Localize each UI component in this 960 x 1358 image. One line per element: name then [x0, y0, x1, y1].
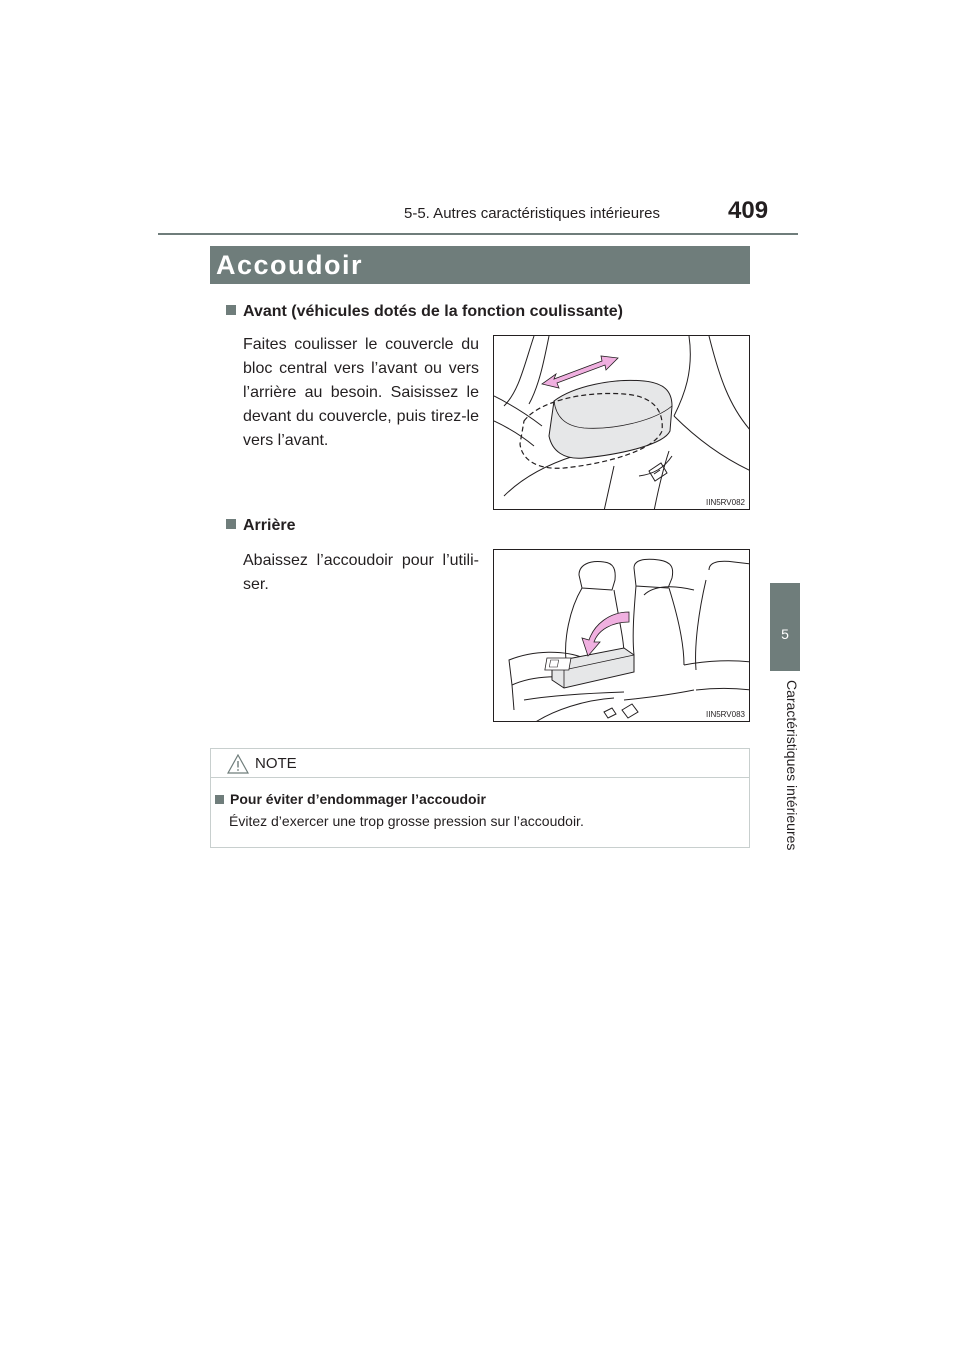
header-section-title: 5-5. Autres caractéristiques intérieures: [404, 205, 660, 222]
note-item-text: Évitez d’exercer une trop grosse pression sur l’accoudoir.: [229, 813, 584, 829]
section-heading-rear-text: Arrière: [243, 517, 296, 534]
square-bullet-icon: [215, 795, 224, 804]
warning-triangle-icon: [227, 754, 249, 774]
note-item-heading-text: Pour éviter d’endommager l’accoudoir: [230, 791, 486, 807]
figure-front-armrest: [493, 335, 750, 510]
square-bullet-icon: [226, 305, 236, 315]
note-header: [211, 749, 749, 778]
figure-rear-armrest: [493, 549, 750, 722]
square-bullet-icon: [226, 519, 236, 529]
front-armrest-illustration: [494, 336, 750, 510]
figure-code: IIN5RV083: [706, 710, 745, 719]
section-heading-front-text: Avant (véhicules dotés de la fonction coulissante): [243, 303, 623, 320]
rear-armrest-illustration: [494, 550, 750, 722]
section-body-rear: Abaissez l’accoudoir pour l’utili-ser.: [243, 552, 479, 593]
chapter-title: Caractéristiques intérieures: [784, 680, 800, 851]
note-box: [210, 748, 750, 848]
chapter-number: 5: [781, 626, 789, 642]
page-number: 409: [728, 197, 769, 224]
section-body-front: Faites coulisser le couvercle du bloc central vers l’avant ou vers l’arrière au besoin. Saisissez le devant du couvercle, puis tirez-le vers l’avant.: [243, 336, 479, 449]
page-title: Accoudoir: [216, 250, 364, 280]
note-label: NOTE: [255, 755, 297, 772]
figure-code: IIN5RV082: [706, 498, 745, 507]
note-item-heading: [215, 791, 486, 807]
section-heading-rear: [226, 517, 295, 535]
header-divider: [158, 233, 798, 235]
section-heading-front: [226, 303, 623, 321]
